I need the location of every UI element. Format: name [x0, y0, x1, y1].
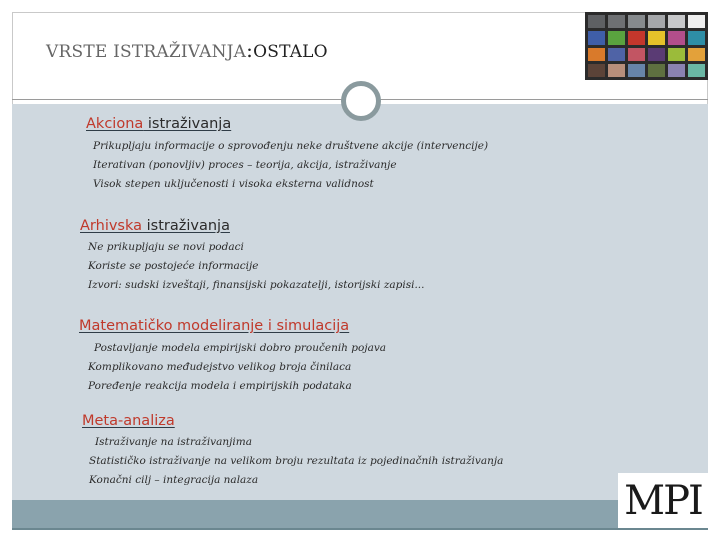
- palette-swatch: [688, 15, 705, 28]
- palette-swatch: [688, 48, 705, 61]
- section-list-meta-analiza: [89, 433, 503, 490]
- palette-swatch: [648, 31, 665, 44]
- list-item: Istraživanje na istraživanjima: [95, 436, 252, 448]
- palette-swatch: [668, 64, 685, 77]
- section-head-meta-analiza: Meta-analiza: [82, 413, 175, 429]
- title-colon: :: [246, 38, 254, 62]
- section-head-modeliranje: Matematičko modeliranje i simulacija: [79, 318, 350, 334]
- palette-swatch: [628, 31, 645, 44]
- section-head-accent: Arhivska: [80, 218, 143, 234]
- title-main: VRSTE ISTRAŽIVANJA: [46, 42, 247, 62]
- logo-text: MPI: [624, 477, 702, 524]
- palette-swatch: [648, 48, 665, 61]
- palette-swatch: [608, 15, 625, 28]
- divider-circle: [341, 81, 381, 121]
- section-head-arhivska: [80, 218, 230, 234]
- list-item: Poređenje reakcija modela i empirijskih podataka: [88, 380, 352, 392]
- section-head-accent: Akciona: [86, 116, 144, 132]
- palette-swatch: [668, 31, 685, 44]
- section-list-modeliranje: [88, 339, 386, 396]
- palette-swatch: [608, 31, 625, 44]
- palette-swatch: [588, 48, 605, 61]
- palette-swatch: [648, 15, 665, 28]
- section-list-arhivska: [88, 238, 424, 295]
- palette-swatch: [608, 64, 625, 77]
- section-head-akciona: [86, 116, 231, 132]
- section-head-rest: istraživanja: [143, 116, 232, 132]
- title-sub: OSTALO: [253, 42, 328, 62]
- list-item: Komplikovano međudejstvo velikog broja činilaca: [88, 361, 352, 373]
- palette-swatch: [588, 31, 605, 44]
- list-item: Ne prikupljaju se novi podaci: [88, 241, 244, 253]
- color-palette: [585, 12, 708, 80]
- footer-bar: [12, 500, 708, 528]
- palette-swatch: [688, 64, 705, 77]
- list-item: Statističko istraživanje na velikom broju rezultata iz pojedinačnih istraživanja: [89, 455, 504, 467]
- palette-swatch: [588, 64, 605, 77]
- list-item: Postavljanje modela empirijski dobro proučenih pojava: [94, 342, 387, 354]
- list-item: Iterativan (ponovljiv) proces – teorija, akcija, istraživanje: [93, 159, 397, 171]
- section-head-rest: istraživanja: [142, 218, 230, 234]
- section-list-akciona: [93, 137, 488, 194]
- list-item: Koriste se postojeće informacije: [88, 260, 259, 272]
- footer-line: [12, 528, 708, 530]
- palette-swatch: [608, 48, 625, 61]
- palette-swatch: [668, 15, 685, 28]
- palette-swatch: [628, 48, 645, 61]
- palette-swatch: [588, 15, 605, 28]
- palette-swatch: [628, 64, 645, 77]
- list-item: Prikupljaju informacije o sprovođenju neke društvene akcije (intervencije): [93, 140, 489, 152]
- mpi-logo: [618, 473, 708, 528]
- palette-swatch: [668, 48, 685, 61]
- slide-title: [46, 38, 328, 62]
- palette-swatch: [628, 15, 645, 28]
- list-item: Izvori: sudski izveštaji, finansijski pokazatelji, istorijski zapisi...: [88, 279, 425, 291]
- palette-swatch: [648, 64, 665, 77]
- list-item: Visok stepen uključenosti i visoka eksterna validnost: [93, 178, 374, 190]
- palette-swatch: [688, 31, 705, 44]
- list-item: Konačni cilj – integracija nalaza: [89, 474, 259, 486]
